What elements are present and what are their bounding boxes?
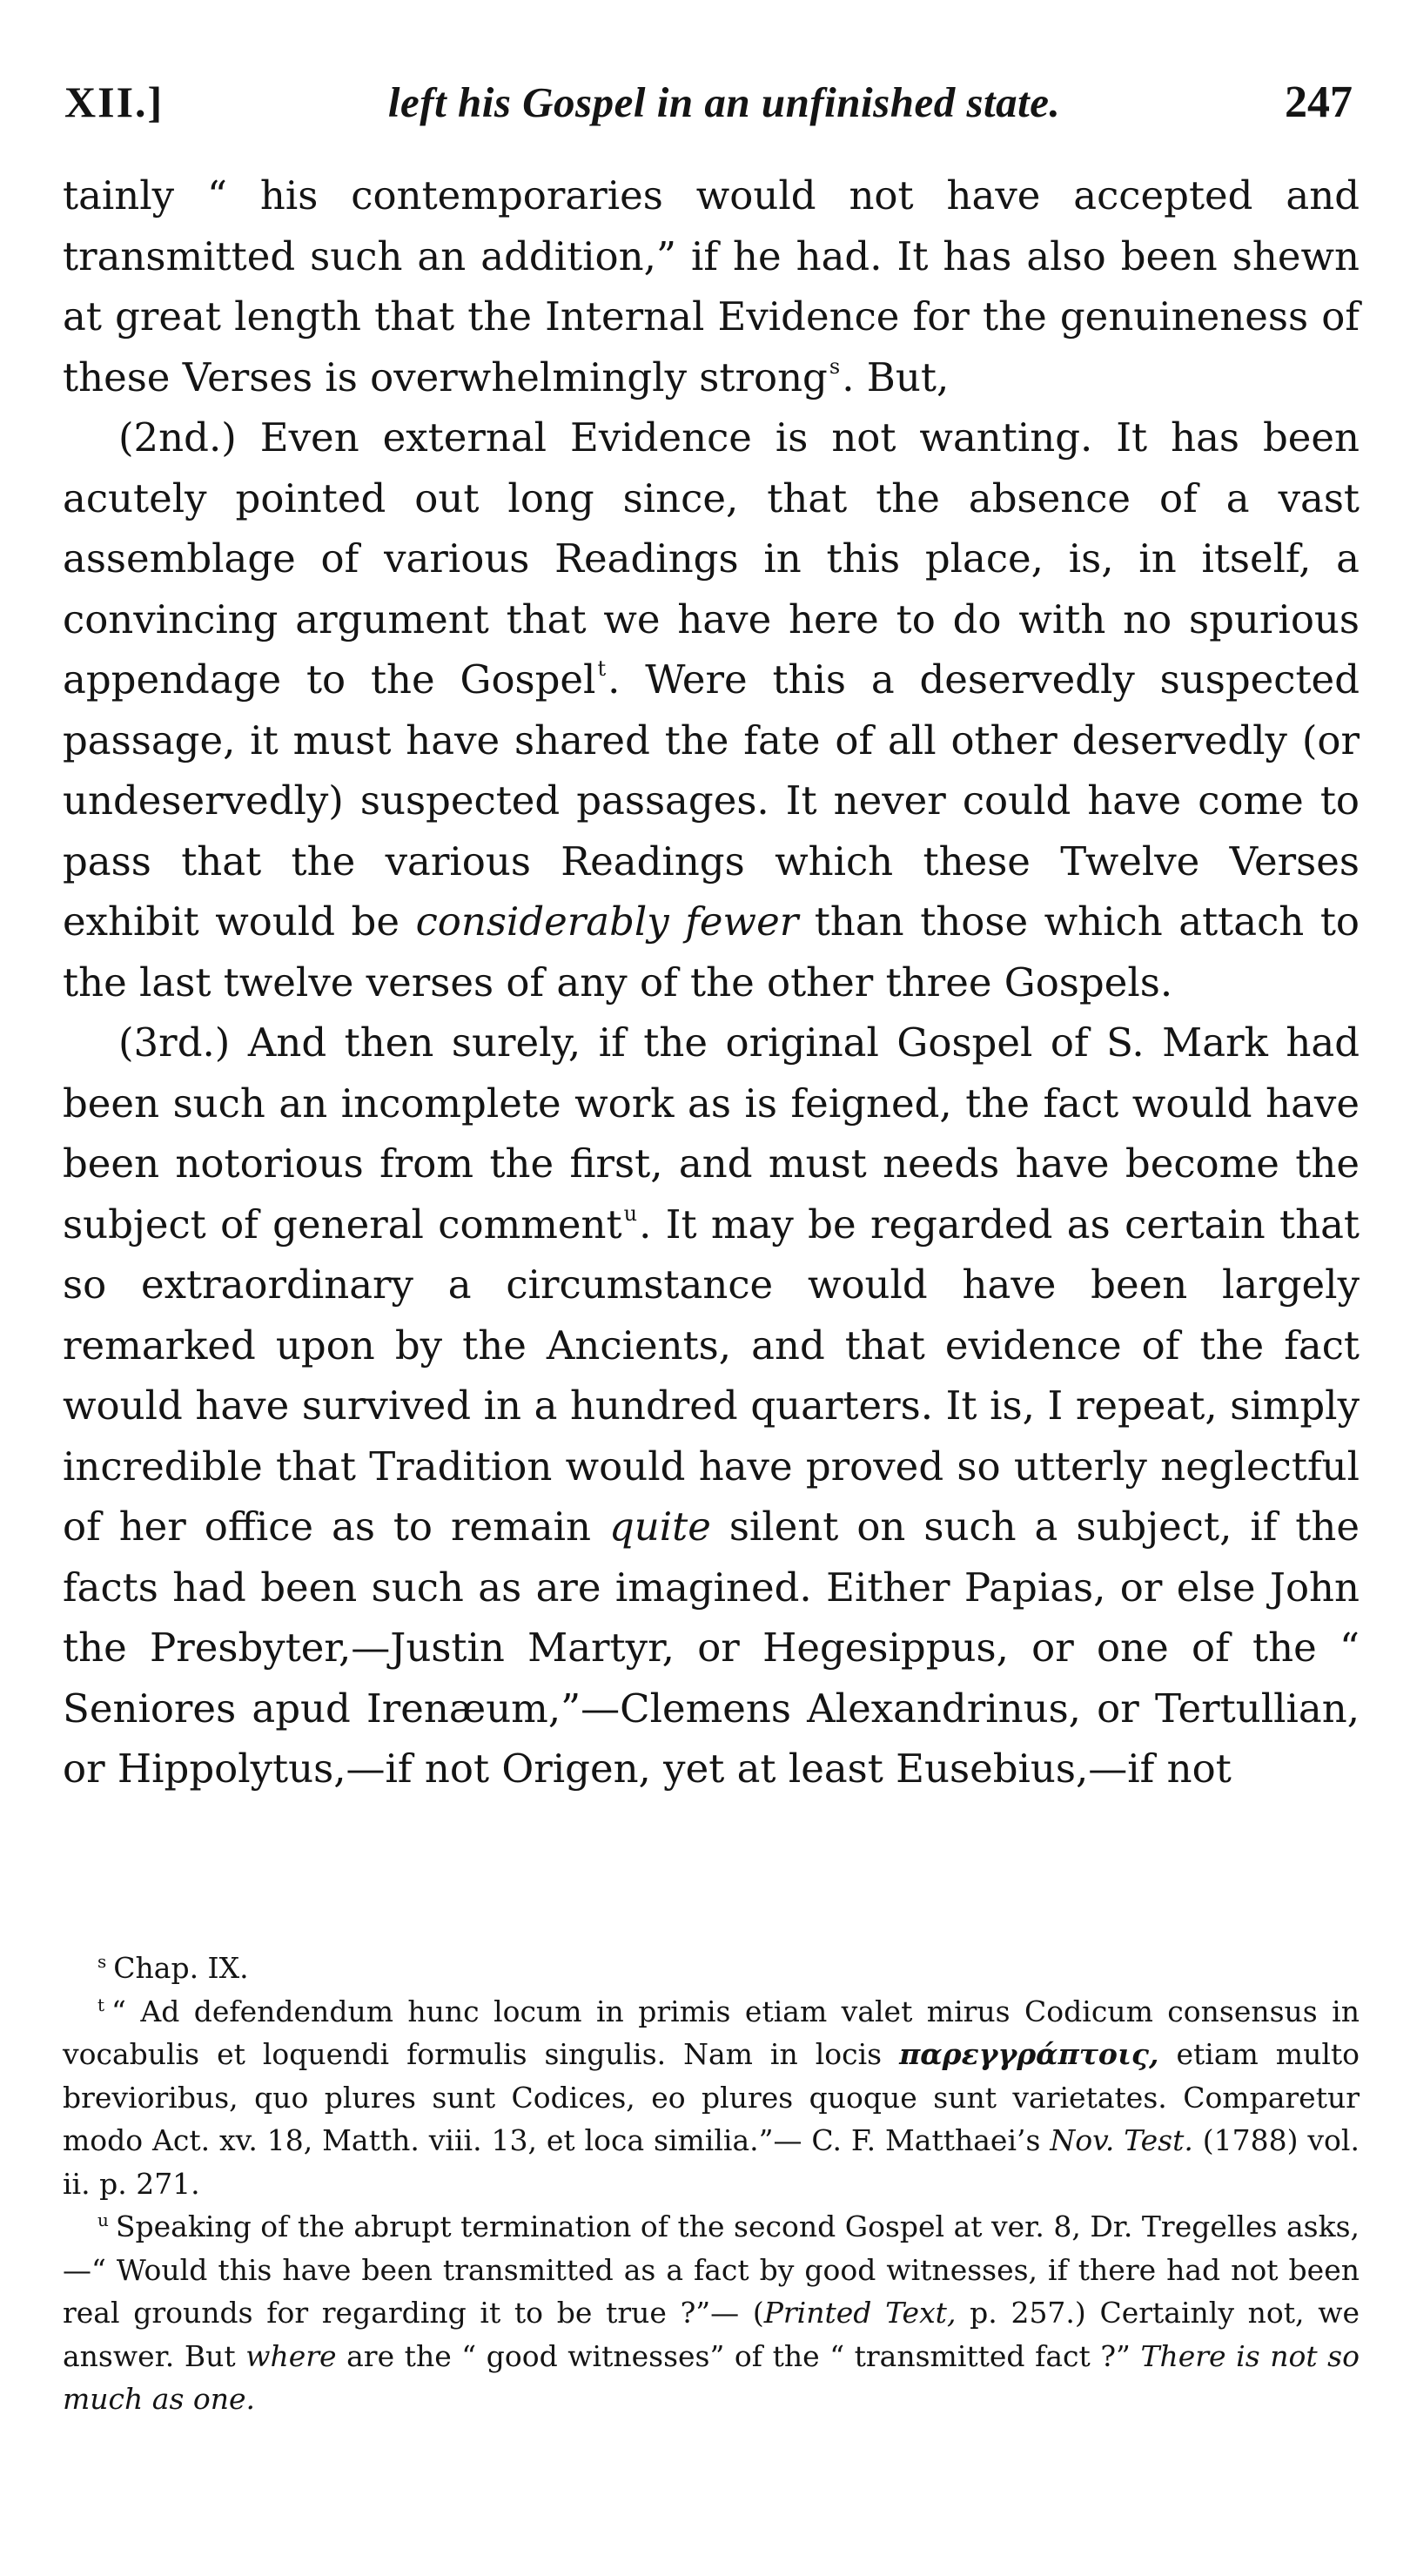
footnote-ref-s: s [829,353,841,379]
footnote-u-mark: u [97,2209,109,2230]
footnote-u-text-b: p. 257.) Certainly not, we answer. But [63,2296,1360,2373]
footnote-ref-t: t [597,656,607,681]
paragraph-3-emphasis: quite [608,1503,711,1550]
paragraph-1 [63,165,1360,407]
paragraph-2-emphasis: considerably fewer [415,898,799,945]
paragraph-2-text-c: than those which attach to the last twelve verses of any of the other three Gospels. [63,898,1360,1006]
footnote-s-text: Chap. IX. [113,1951,249,1985]
footnote-s-mark: s [97,1951,107,1972]
paragraph-3 [63,1012,1360,1799]
footnote-t [63,1990,1360,2206]
footnote-t-text-a: “ Ad defendendum hunc locum in primis etiam valet mirus Codicum consensus in vocabulis et loquendi formulis singulis. Nam in locis [63,1994,1360,2071]
paragraph-1-text-a: tainly “ his contemporaries would not have accepted and transmitted such an addition,” if he had. It has also been shewn at great length that the Internal Evidence for the genuineness of these Verses is overwhelmingly strong [63,172,1360,400]
footnote-u-emphasis-c: There is not so much as one. [63,2338,1360,2416]
main-text [63,165,1360,1799]
page-number: 247 [1284,77,1353,127]
footnote-u [63,2205,1360,2421]
footnote-ref-u: u [623,1201,638,1226]
paragraph-2-text-b: . Were this a deservedly suspected passage, it must have shared the fate of all other deservedly (or undeservedly) suspected passages. It never could have come to pass that the various Readings which these Twelve Verses exhibit would be [63,656,1360,945]
footnote-s [63,1947,1360,1990]
paragraph-3-text-a: (3rd.) And then surely, if the original Gospel of S. Mark had been such an incomplete work as is feigned, the fact would have been notorious from the first, and must needs have become the subject of general comment [63,1019,1360,1248]
footnote-t-emphasis: Nov. Test. [1050,2123,1193,2157]
paragraph-2-text-a: (2nd.) Even external Evidence is not wanting. It has been acutely pointed out long since, that the absence of a vast assemblage of various Readings in this place, is, in itself, a convincing argument that we have here to do with no spurious appendage to the Gospel [63,414,1360,703]
footnotes [63,1947,1360,2421]
footnote-t-text-b: etiam multo brevioribus, quo plures sunt Codices, eo plures quoque sunt varietates. Comparetur modo Act. xv. 18, Matth. viii. 13, et loca similia.”— C. F. Matthaei’s [63,2037,1360,2157]
running-header [64,77,1353,139]
footnote-u-emphasis-b: where [245,2338,337,2373]
paragraph-2 [63,407,1360,1012]
footnote-t-text-c: (1788) vol. ii. p. 271. [63,2123,1360,2201]
running-title: left his Gospel in an unfinished state. [387,78,1061,126]
footnote-t-greek: παρεγγράπτοις, [899,2037,1159,2071]
paragraph-3-text-b: . It may be regarded as certain that so extraordinary a circumstance would have been largely remarked upon by the Ancients, and that evidence of the fact would have survived in a hundred quarters. It is, I repeat, simply incredible that Tradition would have proved so utterly neglectful of her office as to remain [63,1201,1360,1550]
footnote-u-emphasis-a: Printed Text, [763,2296,957,2330]
footnote-t-mark: t [97,1994,105,2015]
footnote-u-text-a: Speaking of the abrupt termination of the second Gospel at ver. 8, Dr. Tregelles asks,—“ Would this have been transmitted as a fact by good witnesses, if there had not been real grounds for regarding it to be true ?”— ( [63,2209,1360,2330]
paragraph-1-text-b: . But, [842,353,950,400]
paragraph-3-text-c: silent on such a subject, if the facts had been such as are imagined. Either Papias, or else John the Presbyter,—Justin Martyr, or Hegesippus, or one of the “ Seniores apud Irenæum,”—Clemens Alexandrinus, or Tertullian, or Hippolytus,—if not Origen, yet at least Eusebius,—if not [63,1503,1360,1792]
chapter-label: XII.] [64,77,164,126]
footnote-u-text-c: are the “ good witnesses” of the “ transmitted fact ?” [346,2338,1131,2373]
